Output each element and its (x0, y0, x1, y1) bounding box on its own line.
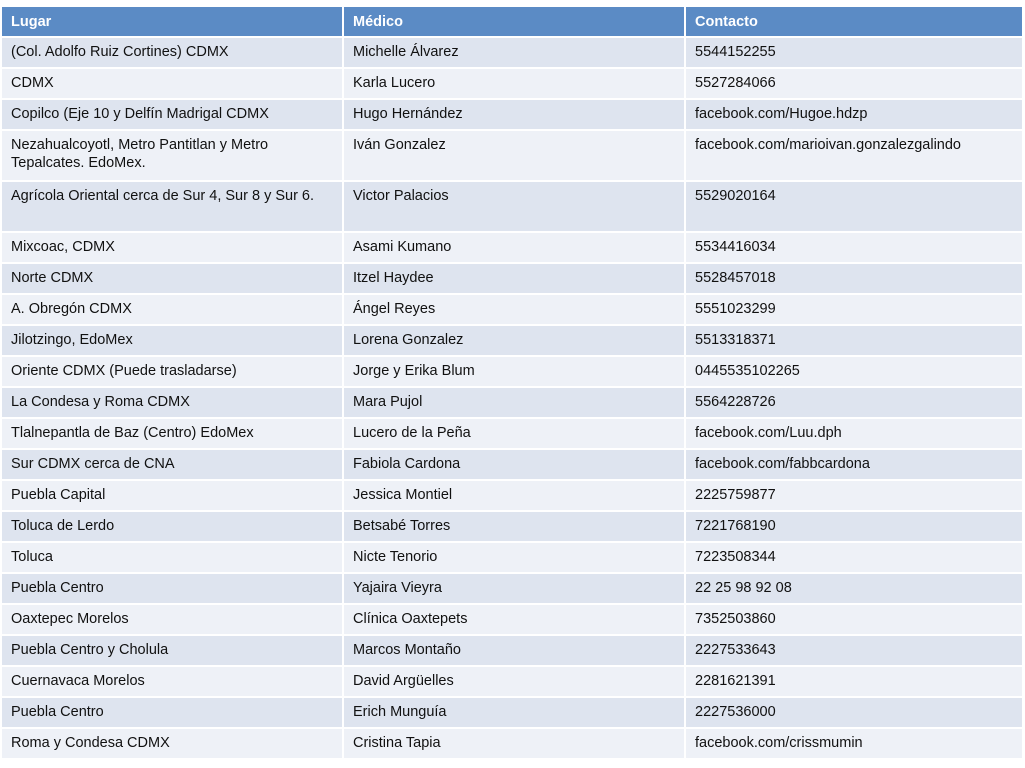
cell-contacto: facebook.com/fabbcardona (685, 449, 1023, 480)
table-row (1, 356, 1023, 387)
cell-medico: Michelle Álvarez (343, 37, 685, 68)
cell-medico: Hugo Hernández (343, 99, 685, 130)
header-medico: Médico (343, 7, 685, 37)
cell-contacto: 5527284066 (685, 68, 1023, 99)
cell-contacto: 5529020164 (685, 181, 1023, 232)
cell-lugar: Sur CDMX cerca de CNA (1, 449, 343, 480)
table-row (1, 232, 1023, 263)
cell-lugar: Puebla Centro (1, 573, 343, 604)
cell-medico: Clínica Oaxtepets (343, 604, 685, 635)
cell-lugar: CDMX (1, 68, 343, 99)
cell-medico: Ángel Reyes (343, 294, 685, 325)
cell-lugar: La Condesa y Roma CDMX (1, 387, 343, 418)
cell-medico: Lucero de la Peña (343, 418, 685, 449)
cell-medico: Yajaira Vieyra (343, 573, 685, 604)
cell-lugar: Cuernavaca Morelos (1, 666, 343, 697)
cell-lugar: Jilotzingo, EdoMex (1, 325, 343, 356)
table-row (1, 325, 1023, 356)
cell-contacto: 2227536000 (685, 697, 1023, 728)
cell-lugar: Norte CDMX (1, 263, 343, 294)
table-row (1, 99, 1023, 130)
table-row (1, 130, 1023, 181)
cell-lugar: A. Obregón CDMX (1, 294, 343, 325)
cell-medico: Betsabé Torres (343, 511, 685, 542)
cell-lugar: Agrícola Oriental cerca de Sur 4, Sur 8 y Sur 6. (1, 181, 343, 232)
table-row (1, 37, 1023, 68)
cell-lugar: Toluca (1, 542, 343, 573)
table-row (1, 294, 1023, 325)
cell-contacto: 2225759877 (685, 480, 1023, 511)
cell-contacto: facebook.com/crissmumin (685, 728, 1023, 759)
cell-contacto: 5534416034 (685, 232, 1023, 263)
table-row (1, 542, 1023, 573)
table-row (1, 666, 1023, 697)
cell-contacto: 5564228726 (685, 387, 1023, 418)
table-row (1, 387, 1023, 418)
table-row (1, 635, 1023, 666)
cell-medico: Karla Lucero (343, 68, 685, 99)
cell-medico: Jorge y Erika Blum (343, 356, 685, 387)
cell-lugar: Puebla Centro (1, 697, 343, 728)
cell-medico: Victor Palacios (343, 181, 685, 232)
table-row (1, 68, 1023, 99)
cell-lugar: Nezahualcoyotl, Metro Pantitlan y Metro Tepalcates. EdoMex. (1, 130, 343, 181)
cell-contacto: 7221768190 (685, 511, 1023, 542)
cell-lugar: Copilco (Eje 10 y Delfín Madrigal CDMX (1, 99, 343, 130)
cell-contacto: 2281621391 (685, 666, 1023, 697)
cell-contacto: facebook.com/marioivan.gonzalezgalindo (685, 130, 1023, 181)
header-contacto: Contacto (685, 7, 1023, 37)
table-row (1, 418, 1023, 449)
cell-contacto: 0445535102265 (685, 356, 1023, 387)
table-row (1, 573, 1023, 604)
cell-medico: Erich Munguía (343, 697, 685, 728)
cell-medico: David Argüelles (343, 666, 685, 697)
contacts-table (0, 7, 1024, 760)
cell-contacto: 7223508344 (685, 542, 1023, 573)
table-row (1, 511, 1023, 542)
cell-medico: Mara Pujol (343, 387, 685, 418)
cell-contacto: facebook.com/Luu.dph (685, 418, 1023, 449)
cell-medico: Marcos Montaño (343, 635, 685, 666)
cell-contacto: 22 25 98 92 08 (685, 573, 1023, 604)
cell-medico: Nicte Tenorio (343, 542, 685, 573)
table-row (1, 263, 1023, 294)
cell-contacto: 5544152255 (685, 37, 1023, 68)
header-lugar: Lugar (1, 7, 343, 37)
table-row (1, 728, 1023, 759)
cell-lugar: Toluca de Lerdo (1, 511, 343, 542)
table-row (1, 449, 1023, 480)
cell-medico: Lorena Gonzalez (343, 325, 685, 356)
cell-medico: Itzel Haydee (343, 263, 685, 294)
cell-contacto: 7352503860 (685, 604, 1023, 635)
cell-medico: Asami Kumano (343, 232, 685, 263)
table-row (1, 604, 1023, 635)
cell-lugar: (Col. Adolfo Ruiz Cortines) CDMX (1, 37, 343, 68)
table-row (1, 480, 1023, 511)
cell-contacto: 2227533643 (685, 635, 1023, 666)
cell-medico: Iván Gonzalez (343, 130, 685, 181)
cell-lugar: Mixcoac, CDMX (1, 232, 343, 263)
table-row (1, 181, 1023, 232)
cell-lugar: Roma y Condesa CDMX (1, 728, 343, 759)
cell-medico: Fabiola Cardona (343, 449, 685, 480)
cell-medico: Cristina Tapia (343, 728, 685, 759)
cell-contacto: facebook.com/Hugoe.hdzp (685, 99, 1023, 130)
cell-lugar: Puebla Capital (1, 480, 343, 511)
cell-lugar: Tlalnepantla de Baz (Centro) EdoMex (1, 418, 343, 449)
cell-lugar: Puebla Centro y Cholula (1, 635, 343, 666)
cell-lugar: Oriente CDMX (Puede trasladarse) (1, 356, 343, 387)
table-row (1, 697, 1023, 728)
cell-contacto: 5528457018 (685, 263, 1023, 294)
header-row (1, 7, 1023, 37)
cell-medico: Jessica Montiel (343, 480, 685, 511)
cell-contacto: 5513318371 (685, 325, 1023, 356)
cell-contacto: 5551023299 (685, 294, 1023, 325)
cell-lugar: Oaxtepec Morelos (1, 604, 343, 635)
